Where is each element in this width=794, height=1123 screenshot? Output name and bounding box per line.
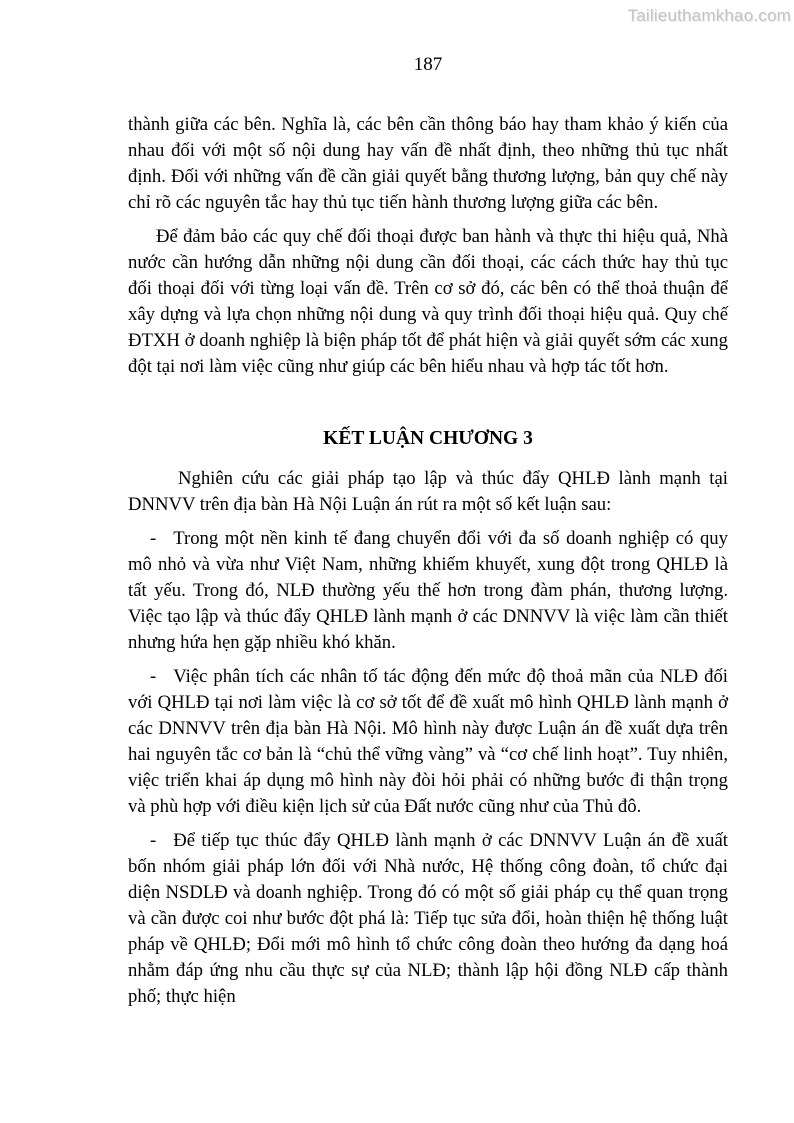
chapter-conclusion-heading: KẾT LUẬN CHƯƠNG 3 — [323, 428, 533, 449]
bullet-item — [128, 664, 728, 820]
document-content — [128, 112, 728, 1018]
bullet-marker: - — [150, 830, 157, 851]
bullet-marker: - — [150, 528, 157, 549]
bullet-item — [128, 526, 728, 656]
watermark: Tailieuthamkhao.com — [627, 6, 791, 25]
paragraph-dialogue-regulation: Để đảm bảo các quy chế đối thoại được ban hành và thực thi hiệu quả, Nhà nước cần hướng dẫn những nội dung cần đối thoại, các cách thức hay thủ tục đối thoại đối với từng loại vấn đề. Trên cơ sở đó, các bên có thể thoả thuận để xây dựng và lựa chọn những nội dung và quy trình đối thoại hiệu quả. Quy chế ĐTXH ở doanh nghiệp là biện pháp tốt để phát hiện và giải quyết sớm các xung đột tại nơi làm việc cũng như giúp các bên hiểu nhau và hợp tác tốt hơn. — [128, 226, 728, 377]
bullet-text: Trong một nền kinh tế đang chuyển đổi với đa số doanh nghiệp có quy mô nhỏ và vừa như Việt Nam, những khiếm khuyết, xung đột trong QHLĐ là tất yếu. Trong đó, NLĐ thường yếu thế hơn trong đàm phán, thương lượng. Việc tạo lập và thúc đẩy QHLĐ lành mạnh ở các DNNVV là việc làm cần thiết nhưng hứa hẹn gặp nhiều khó khăn. — [128, 528, 728, 653]
bullet-marker: - — [150, 666, 157, 687]
bullet-text: Để tiếp tục thúc đẩy QHLĐ lành mạnh ở các DNNVV Luận án đề xuất bốn nhóm giải pháp lớn đối với Nhà nước, Hệ thống công đoàn, tổ chức đại diện NSDLĐ và doanh nghiệp. Trong đó có một số giải pháp cụ thể quan trọng và cần được coi như bước đột phá là: Tiếp tục sửa đổi, hoàn thiện hệ thống luật pháp về QHLĐ; Đổi mới mô hình tổ chức công đoàn theo hướng đa dạng hoá nhằm đáp ứng nhu cầu thực sự của NLĐ; thành lập hội đồng NLĐ cấp thành phố; thực hiện — [128, 830, 728, 1007]
paragraph-continuation: thành giữa các bên. Nghĩa là, các bên cần thông báo hay tham khảo ý kiến của nhau đối với một số nội dung hay vấn đề nhất định, theo những thủ tục nhất định. Đối với những vấn đề cần giải quyết bằng thương lượng, bản quy chế này chỉ rõ các nguyên tắc hay thủ tục tiến hành thương lượng giữa các bên. — [128, 114, 728, 213]
bullet-text: Việc phân tích các nhân tố tác động đến mức độ thoả mãn của NLĐ đối với QHLĐ tại nơi làm việc là cơ sở tốt để đề xuất mô hình QHLĐ lành mạnh ở các DNNVV trên địa bàn Hà Nội. Mô hình này được Luận án đề xuất dựa trên hai nguyên tắc cơ bản là “chủ thể vững vàng” và “cơ chế linh hoạt”. Tuy nhiên, việc triển khai áp dụng mô hình này đòi hỏi phải có những bước đi thận trọng và phù hợp với điều kiện lịch sử của Đất nước cũng như của Thủ đô. — [128, 666, 728, 817]
paragraph-conclusion-intro: Nghiên cứu các giải pháp tạo lập và thúc đẩy QHLĐ lành mạnh tại DNNVV trên địa bàn Hà Nội Luận án rút ra một số kết luận sau: — [128, 468, 728, 515]
page-number: 187 — [413, 54, 443, 75]
bullet-item — [128, 828, 728, 1010]
